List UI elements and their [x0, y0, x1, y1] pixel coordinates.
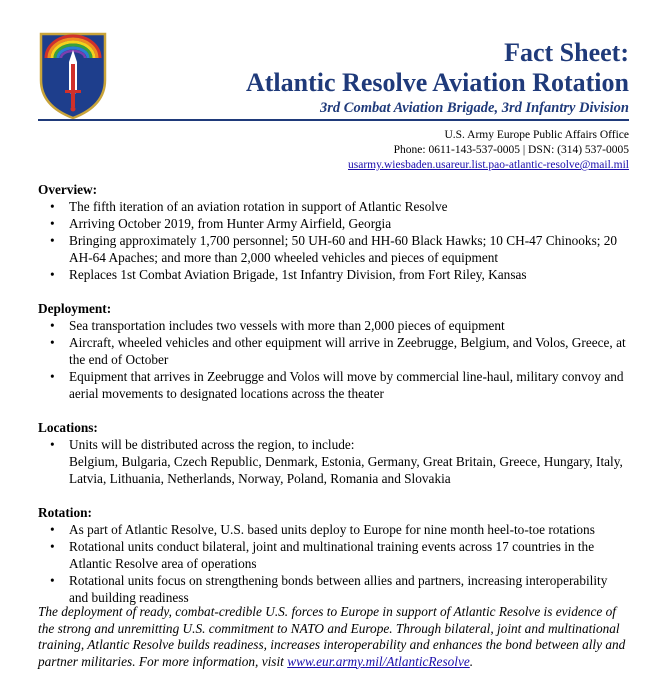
locations-countries: Belgium, Bulgaria, Czech Republic, Denmark, Estonia, Germany, Great Britain, Greece, Hungary, Italy, Latvia, Lithuania, Netherlands, Norway, Poland, Romania and Slovakia: [69, 454, 623, 486]
title-block: [246, 38, 629, 118]
section-heading-overview: Overview:: [38, 182, 98, 197]
contact-block: [348, 128, 629, 173]
page-subtitle: 3rd Combat Aviation Brigade, 3rd Infantry Division: [320, 100, 629, 116]
section-heading-rotation: Rotation:: [38, 505, 92, 520]
list-item: • Bringing approximately 1,700 personnel; 50 UH-60 and HH-60 Black Hawks; 10 CH-47 Chinooks; 20 AH-64 Apaches; and more than 2,000 wheeled vehicles and pieces of equipment: [69, 232, 629, 266]
contact-email-link[interactable]: usarmy.wiesbaden.usareur.list.pao-atlantic-resolve@mail.mil: [348, 159, 629, 171]
section-heading-deployment: Deployment:: [38, 301, 112, 316]
fact-sheet-body: [38, 181, 629, 606]
list-item: • Rotational units focus on strengthening bonds between allies and partners, increasing interoperability and building readiness: [69, 572, 629, 606]
list-item: • Equipment that arrives in Zeebrugge and Volos will move by commercial line-haul, military convoy and aerial movements to designated locations across the theater: [69, 368, 629, 402]
contact-office: U.S. Army Europe Public Affairs Office: [444, 129, 629, 141]
locations-intro: • Units will be distributed across the region, to include:: [69, 437, 355, 452]
page-title-topic: Atlantic Resolve Aviation Rotation: [246, 68, 629, 97]
list-item: • Arriving October 2019, from Hunter Army Airfield, Georgia: [69, 215, 629, 232]
section-heading-locations: Locations:: [38, 420, 98, 435]
header-divider: [38, 119, 629, 121]
overview-list: [38, 198, 629, 283]
deployment-list: [38, 317, 629, 402]
rotation-list: [38, 521, 629, 606]
closing-paragraph: [38, 604, 629, 670]
closing-period: .: [469, 653, 474, 669]
list-item: • Aircraft, wheeled vehicles and other equipment will arrive in Zeebrugge, Belgium, and Volos, Greece, at the end of October: [69, 334, 629, 368]
list-item: • Sea transportation includes two vessels with more than 2,000 pieces of equipment: [69, 317, 629, 334]
locations-list: [38, 436, 629, 487]
list-item: • Rotational units conduct bilateral, joint and multinational training events across 17 countries in the Atlantic Resolve area of operations: [69, 538, 629, 572]
list-item: • The fifth iteration of an aviation rotation in support of Atlantic Resolve: [69, 198, 629, 215]
contact-phone: Phone: 0611-143-537-0005 | DSN: (314) 537-0005: [393, 144, 629, 156]
list-item: [69, 436, 629, 487]
usareur-shield-logo: [38, 28, 108, 120]
closing-text: The deployment of ready, combat-credible U.S. forces to Europe in support of Atlantic Resolve is evidence of the strong and unremitting U.S. commitment to NATO and Europe. Through bilateral, joint and multinational training, Atlantic Resolve builds readiness, increases interoperability and enhances the bond between ally and partner militaries. For more information, visit: [38, 604, 626, 669]
page-title: Fact Sheet:: [504, 38, 629, 67]
atlantic-resolve-link[interactable]: www.eur.army.mil/AtlanticResolve: [287, 653, 470, 669]
list-item: • Replaces 1st Combat Aviation Brigade, 1st Infantry Division, from Fort Riley, Kansas: [69, 266, 629, 283]
list-item: • As part of Atlantic Resolve, U.S. based units deploy to Europe for nine month heel-to-toe rotations: [69, 521, 629, 538]
